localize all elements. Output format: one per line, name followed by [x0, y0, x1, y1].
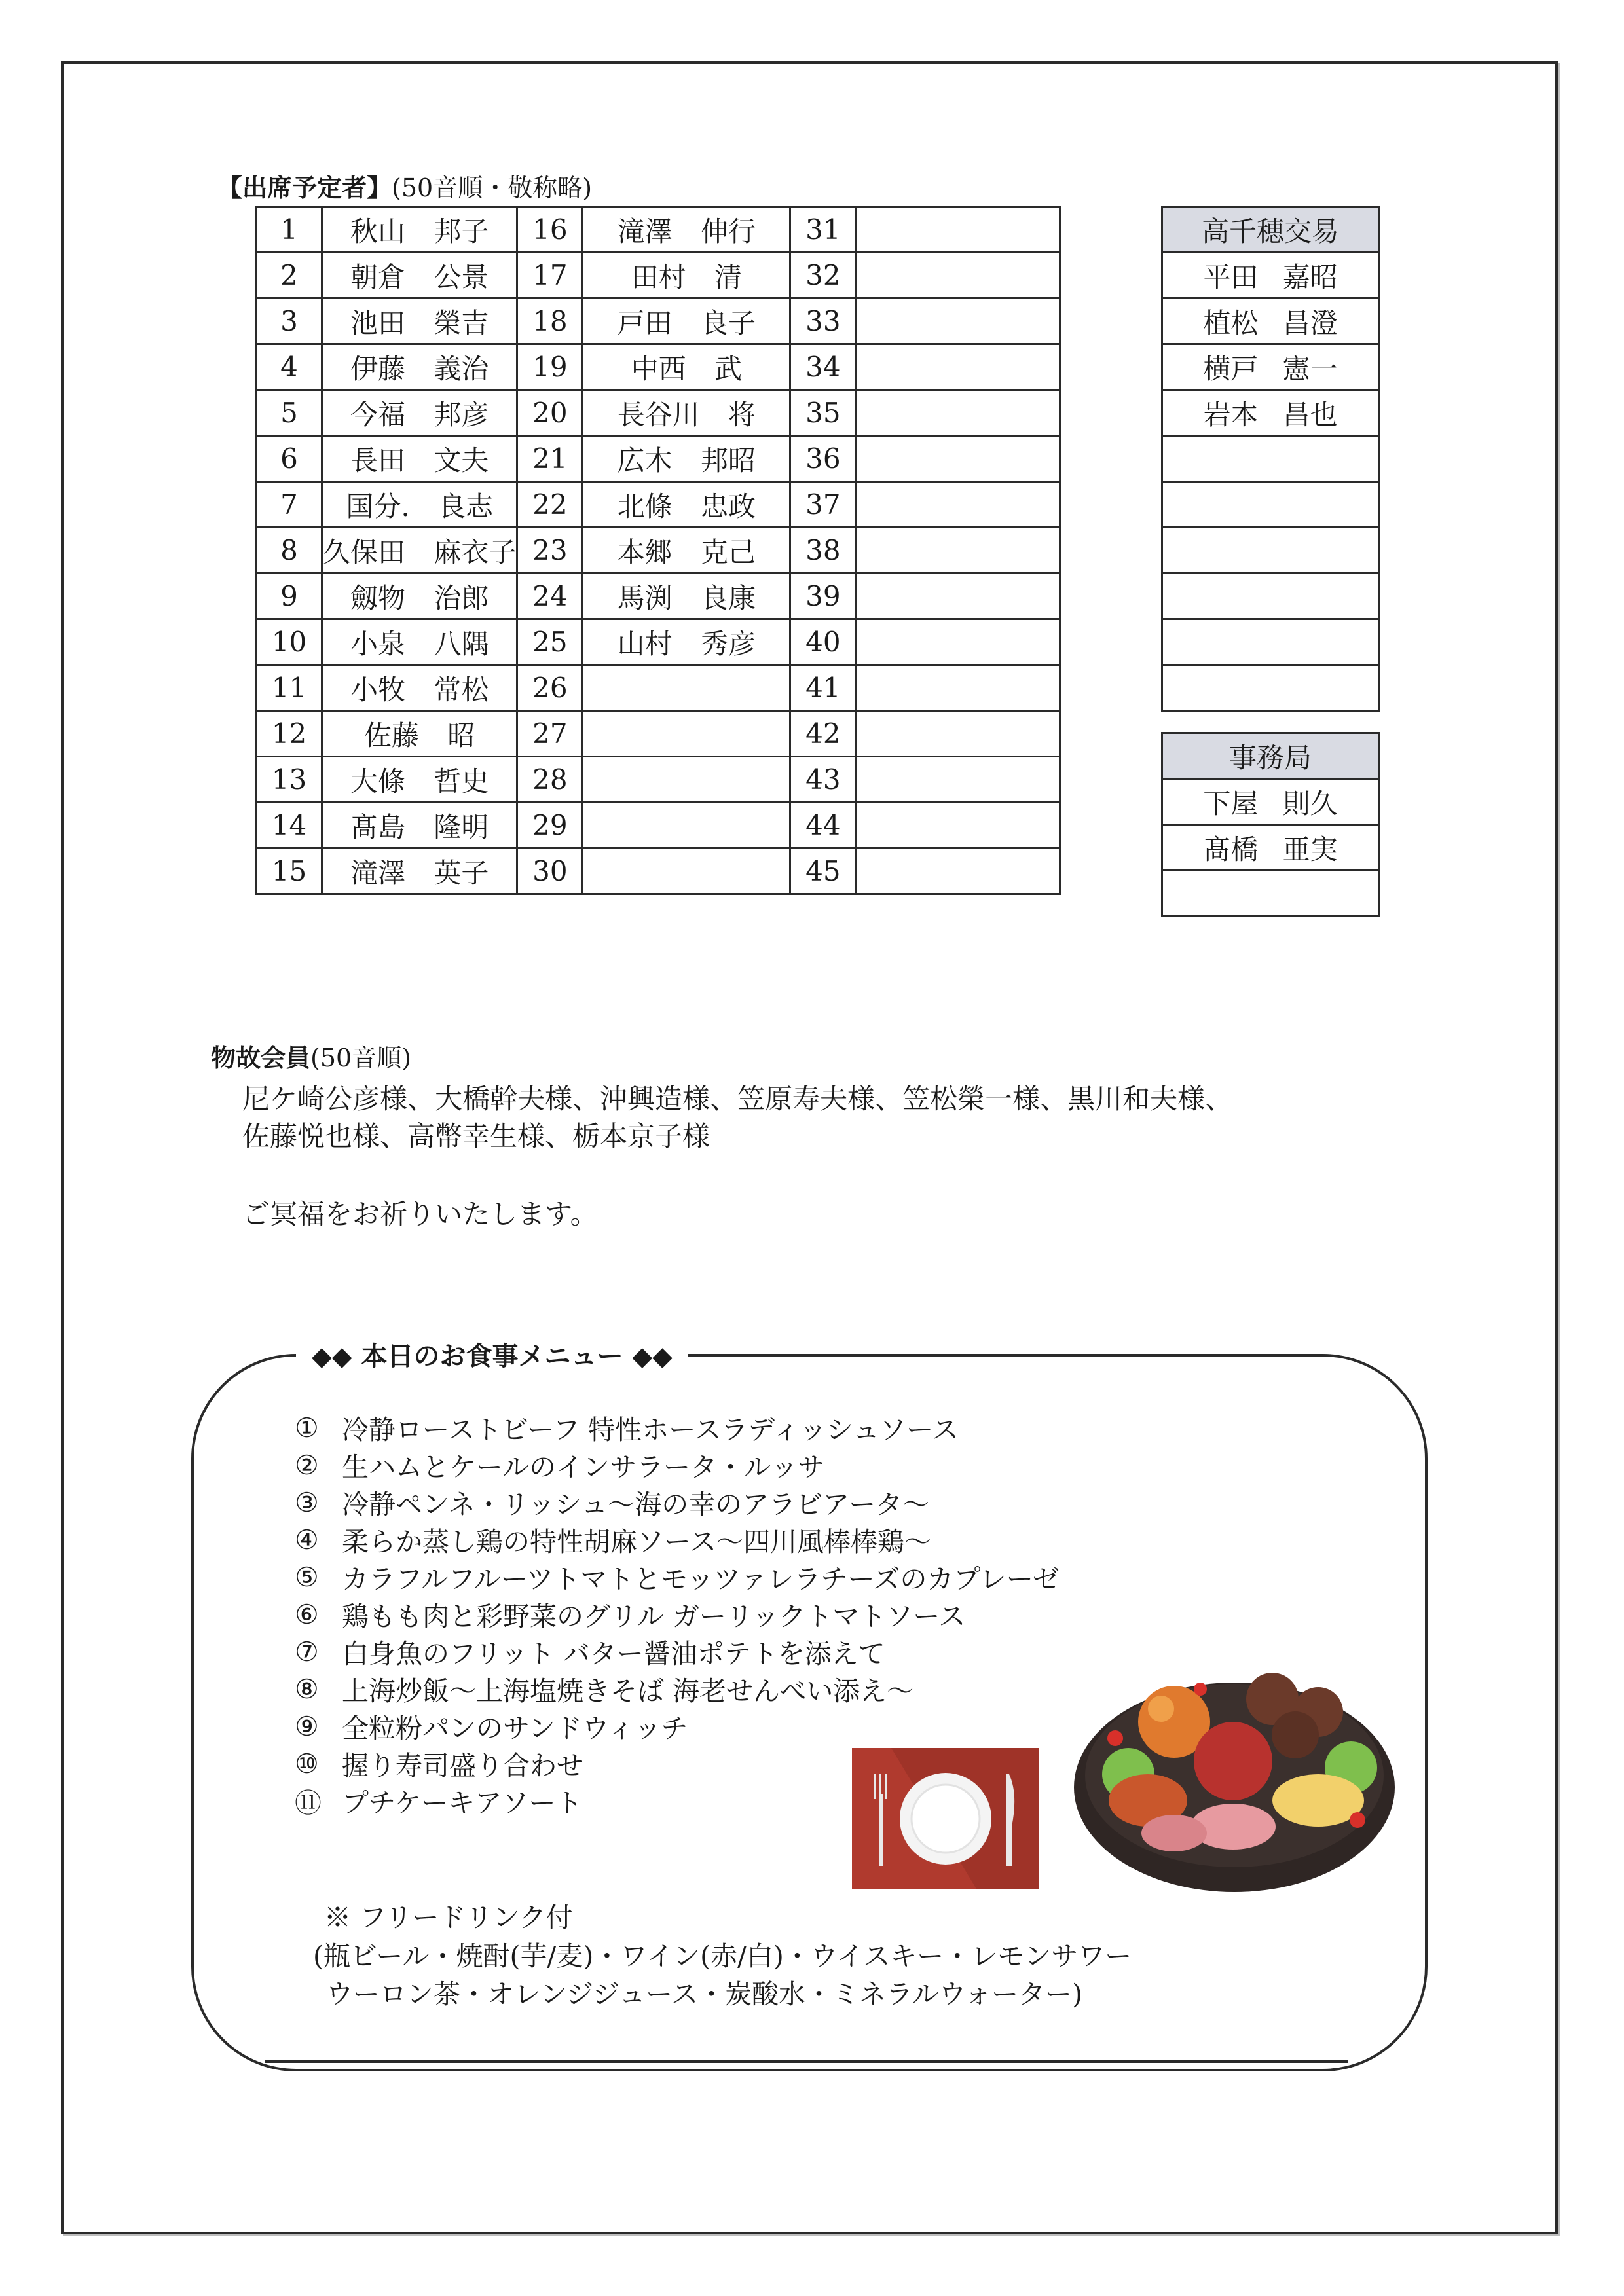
attendee-name: 山村 秀彦 — [583, 619, 790, 665]
attendee-row — [257, 619, 1060, 665]
menu-item-number: ③ — [295, 1486, 319, 1518]
attendee-number: 4 — [257, 344, 322, 390]
attendee-name — [856, 711, 1060, 757]
attendee-number: 27 — [517, 711, 583, 757]
menu-item — [295, 1670, 1060, 1707]
attendee-number: 3 — [257, 299, 322, 344]
attendee-row — [257, 344, 1060, 390]
takachiho-name — [1162, 528, 1379, 574]
menu-item — [295, 1484, 1060, 1521]
attendee-row — [257, 803, 1060, 848]
menu-item-text: カラフルフルーツトマトとモッツァレラチーズのカプレーゼ — [342, 1563, 1060, 1595]
attendee-row — [257, 299, 1060, 344]
attendee-number: 13 — [257, 757, 322, 803]
menu-item-text: 全粒粉パンのサンドウィッチ — [342, 1713, 688, 1744]
attendee-number: 5 — [257, 390, 322, 436]
takachiho-name: 岩本 昌也 — [1162, 390, 1379, 436]
attendee-name: 池田 榮吉 — [322, 299, 517, 344]
menu-item-text: 冷静ペンネ・リッシュ～海の幸のアラビアータ～ — [342, 1489, 930, 1520]
takachiho-name: 横戸 憲一 — [1162, 344, 1379, 390]
menu-item-number: ⑤ — [295, 1561, 319, 1593]
attendee-name: 今福 邦彦 — [322, 390, 517, 436]
attendee-name: 長谷川 将 — [583, 390, 790, 436]
attendee-number: 1 — [257, 207, 322, 253]
attendee-number: 45 — [790, 848, 856, 894]
attendee-name: 馬渕 良康 — [583, 574, 790, 619]
attendee-number: 17 — [517, 253, 583, 299]
attendee-name: 小泉 八隅 — [322, 619, 517, 665]
attendee-name: 久保田 麻衣子 — [322, 528, 517, 574]
attendee-number: 18 — [517, 299, 583, 344]
attendee-row — [257, 574, 1060, 619]
menu-item — [295, 1521, 1060, 1558]
attendee-name: 佐藤 昭 — [322, 711, 517, 757]
attendee-name: 大條 哲史 — [322, 757, 517, 803]
attendee-number: 37 — [790, 482, 856, 528]
attendee-number: 7 — [257, 482, 322, 528]
attendee-number: 41 — [790, 665, 856, 711]
attendee-name: 国分. 良志 — [322, 482, 517, 528]
drink-line2: ウーロン茶・オレンジジュース・炭酸水・ミネラルウォーター) — [326, 1978, 1083, 2010]
attendee-number: 9 — [257, 574, 322, 619]
attendee-number: 25 — [517, 619, 583, 665]
attendee-number: 32 — [790, 253, 856, 299]
prayer-text: ご冥福をお祈りいたします。 — [242, 1198, 598, 1230]
attendee-number: 2 — [257, 253, 322, 299]
attendee-name — [856, 619, 1060, 665]
takachiho-table — [1161, 206, 1380, 712]
takachiho-name — [1162, 436, 1379, 482]
attendee-name — [856, 390, 1060, 436]
menu-item-number: ② — [295, 1449, 319, 1481]
attendee-name — [583, 803, 790, 848]
attendee-name: 劔物 治郎 — [322, 574, 517, 619]
menu-item-number: ⑪ — [295, 1787, 322, 1819]
jimukyoku-name: 髙橋 亜実 — [1162, 825, 1379, 871]
menu-item-text: 冷静ローストビーフ 特性ホースラディッシュソース — [342, 1414, 959, 1446]
menu-item-number: ⑦ — [295, 1635, 319, 1667]
attendee-table — [255, 206, 1061, 895]
attendee-number: 33 — [790, 299, 856, 344]
attendee-row — [257, 390, 1060, 436]
menu-item — [295, 1595, 1060, 1633]
attendee-name — [856, 299, 1060, 344]
menu-item — [295, 1446, 1060, 1484]
attendee-number: 21 — [517, 436, 583, 482]
attendee-number: 14 — [257, 803, 322, 848]
attendee-name: 中西 武 — [583, 344, 790, 390]
attendee-name: 本郷 克己 — [583, 528, 790, 574]
attendee-name — [583, 711, 790, 757]
menu-bottom-rule — [265, 2060, 1348, 2063]
attendee-name — [856, 207, 1060, 253]
attendee-row — [257, 757, 1060, 803]
attendee-number: 40 — [790, 619, 856, 665]
menu-item-text: 柔らか蒸し鶏の特性胡麻ソース～四川風棒棒鶏～ — [342, 1526, 931, 1558]
plate-fork-knife-icon — [852, 1748, 1039, 1889]
attendee-name: 伊藤 義治 — [322, 344, 517, 390]
menu-item-number: ⑧ — [295, 1673, 319, 1705]
takachiho-name — [1162, 482, 1379, 528]
attendee-number: 26 — [517, 665, 583, 711]
menu-item-number: ⑥ — [295, 1598, 319, 1630]
attendee-name: 戸田 良子 — [583, 299, 790, 344]
deceased-names-line1: 尼ケ崎公彦様、大橋幹夫様、沖興造様、笠原寿夫様、笠松榮一様、黒川和夫様、 — [242, 1083, 1233, 1115]
attendee-name — [856, 803, 1060, 848]
deceased-heading: 物故会員(50音順) — [211, 1044, 412, 1072]
attendee-name: 秋山 邦子 — [322, 207, 517, 253]
attendee-name: 長田 文夫 — [322, 436, 517, 482]
attendee-number: 6 — [257, 436, 322, 482]
attendee-name: 滝澤 伸行 — [583, 207, 790, 253]
attendee-number: 8 — [257, 528, 322, 574]
drink-line1: (瓶ビール・焼酎(芋/麦)・ワイン(赤/白)・ウイスキー・レモンサワー — [313, 1941, 1132, 1972]
menu-item-number: ④ — [295, 1523, 319, 1556]
takachiho-name: 植松 昌澄 — [1162, 299, 1379, 344]
attendee-name — [856, 344, 1060, 390]
attendee-name: 田村 清 — [583, 253, 790, 299]
attendee-name: 髙島 隆明 — [322, 803, 517, 848]
attendee-name: 滝澤 英子 — [322, 848, 517, 894]
attendee-name: 広木 邦昭 — [583, 436, 790, 482]
menu-item-text: 握り寿司盛り合わせ — [342, 1750, 583, 1781]
attendee-number: 35 — [790, 390, 856, 436]
attendee-name — [583, 757, 790, 803]
jimukyoku-table — [1161, 732, 1380, 917]
attendee-number: 31 — [790, 207, 856, 253]
attendee-number: 43 — [790, 757, 856, 803]
attendee-number: 11 — [257, 665, 322, 711]
attendee-number: 12 — [257, 711, 322, 757]
menu-item-text: プチケーキアソート — [342, 1787, 583, 1819]
menu-item-text: 鶏もも肉と彩野菜のグリル ガーリックトマトソース — [342, 1601, 966, 1632]
menu-item — [295, 1558, 1060, 1595]
attendee-number: 23 — [517, 528, 583, 574]
deceased-names-line2: 佐藤悦也様、高幣幸生様、栃本京子様 — [242, 1120, 710, 1152]
attendee-name — [856, 253, 1060, 299]
attendee-number: 15 — [257, 848, 322, 894]
takachiho-name — [1162, 574, 1379, 619]
attendee-row — [257, 482, 1060, 528]
attendee-number: 29 — [517, 803, 583, 848]
attendee-name: 朝倉 公景 — [322, 253, 517, 299]
attendee-name — [856, 528, 1060, 574]
menu-item — [295, 1633, 1060, 1670]
attendee-row — [257, 207, 1060, 253]
attendee-row — [257, 711, 1060, 757]
attendee-row — [257, 665, 1060, 711]
attendee-number: 20 — [517, 390, 583, 436]
attendee-name — [583, 665, 790, 711]
takachiho-name: 平田 嘉昭 — [1162, 253, 1379, 299]
attendee-name — [856, 848, 1060, 894]
jimukyoku-name: 下屋 則久 — [1162, 779, 1379, 825]
attendee-number: 16 — [517, 207, 583, 253]
drink-title: ※ フリードリンク付 — [324, 1902, 573, 1933]
attendee-number: 36 — [790, 436, 856, 482]
attendee-number: 28 — [517, 757, 583, 803]
attendee-name — [583, 848, 790, 894]
attendee-number: 39 — [790, 574, 856, 619]
attendee-name: 北條 忠政 — [583, 482, 790, 528]
attendee-number: 24 — [517, 574, 583, 619]
attendee-row — [257, 436, 1060, 482]
attendee-name — [856, 757, 1060, 803]
menu-item — [295, 1707, 1060, 1745]
attendee-row — [257, 528, 1060, 574]
attendee-number: 44 — [790, 803, 856, 848]
attendee-name: 小牧 常松 — [322, 665, 517, 711]
attendee-number: 30 — [517, 848, 583, 894]
attendees-heading: 【出席予定者】(50音順・敬称略) — [217, 173, 593, 202]
attendee-number: 38 — [790, 528, 856, 574]
attendee-name — [856, 482, 1060, 528]
attendee-name — [856, 436, 1060, 482]
menu-item-text: 生ハムとケールのインサラータ・ルッサ — [342, 1451, 825, 1483]
attendee-row — [257, 253, 1060, 299]
attendee-number: 42 — [790, 711, 856, 757]
attendee-number: 34 — [790, 344, 856, 390]
menu-item-number: ⑩ — [295, 1747, 319, 1779]
party-platter-illustration — [1069, 1624, 1400, 1899]
menu-title: ◆◆ 本日のお食事メニュー ◆◆ — [296, 1336, 688, 1373]
takachiho-name — [1162, 619, 1379, 665]
attendee-number: 19 — [517, 344, 583, 390]
attendee-number: 22 — [517, 482, 583, 528]
attendee-name — [856, 574, 1060, 619]
takachiho-name — [1162, 665, 1379, 711]
takachiho-header: 高千穂交易 — [1162, 207, 1379, 253]
menu-item-number: ⑨ — [295, 1710, 319, 1742]
menu-item-number: ① — [295, 1412, 319, 1444]
jimukyoku-name — [1162, 871, 1379, 917]
menu-item-text: 上海炒飯～上海塩焼きそば 海老せんべい添え～ — [342, 1675, 914, 1707]
menu-item — [295, 1409, 1060, 1446]
attendee-row — [257, 848, 1060, 894]
attendee-name — [856, 665, 1060, 711]
jimukyoku-header: 事務局 — [1162, 733, 1379, 779]
attendee-number: 10 — [257, 619, 322, 665]
menu-item-text: 白身魚のフリット バター醤油ポテトを添えて — [342, 1638, 885, 1669]
